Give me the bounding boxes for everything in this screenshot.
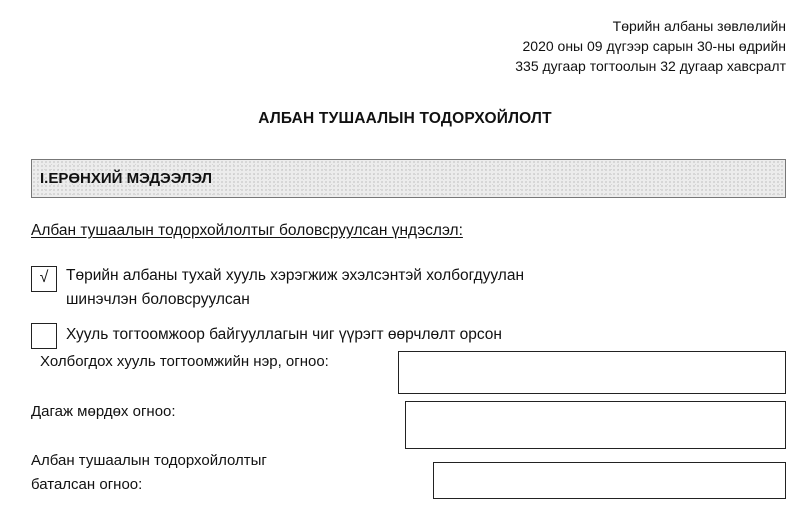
option-new-law-basis-line-2: шинэчлэн боловсруулсан	[66, 291, 250, 308]
checkmark-icon: √	[39, 269, 49, 286]
section-label: I.ЕРӨНХИЙ МЭДЭЭЛЭЛ	[40, 170, 212, 187]
annex-note-line-2: 2020 оны 09 дүгээр сарын 30-ны өдрийн	[522, 38, 786, 54]
section-header-bar	[31, 159, 786, 198]
option-new-law-basis-line-1: Төрийн албаны тухай хууль хэрэгжиж эхэлсэнтэй холбогдуулан	[66, 267, 525, 284]
basis-heading: Албан тушаалын тодорхойлолтыг боловсруулсан үндэслэл:	[31, 222, 463, 239]
approved-date-label-line-1: Албан тушаалын тодорхойлолтыг	[31, 452, 267, 469]
annex-note-line-1: Төрийн албаны зөвлөлийн	[612, 18, 786, 34]
document-title: АЛБАН ТУШААЛЫН ТОДОРХОЙЛОЛТ	[258, 110, 552, 127]
annex-note-line-3: 335 дугаар тогтоолын 32 дугаар хавсралт	[515, 58, 786, 74]
approved-date-field[interactable]	[433, 462, 786, 499]
effective-date-field[interactable]	[405, 401, 786, 449]
effective-date-label: Дагаж мөрдөх огноо:	[31, 403, 176, 420]
option-function-change-text: Хууль тогтоомжоор байгууллагын чиг үүрэгт өөрчлөлт орсон	[66, 326, 502, 343]
approved-date-label	[31, 449, 267, 497]
approved-date-label-line-2: баталсан огноо:	[31, 476, 143, 493]
law-name-date-field[interactable]	[398, 351, 786, 394]
checkbox-new-law-basis[interactable]	[31, 266, 57, 292]
law-name-date-label: Холбогдох хууль тогтоомжийн нэр, огноо:	[40, 353, 329, 370]
document-annex-note	[515, 16, 786, 76]
option-new-law-basis-text	[66, 264, 524, 312]
checkbox-function-change[interactable]	[31, 323, 57, 349]
